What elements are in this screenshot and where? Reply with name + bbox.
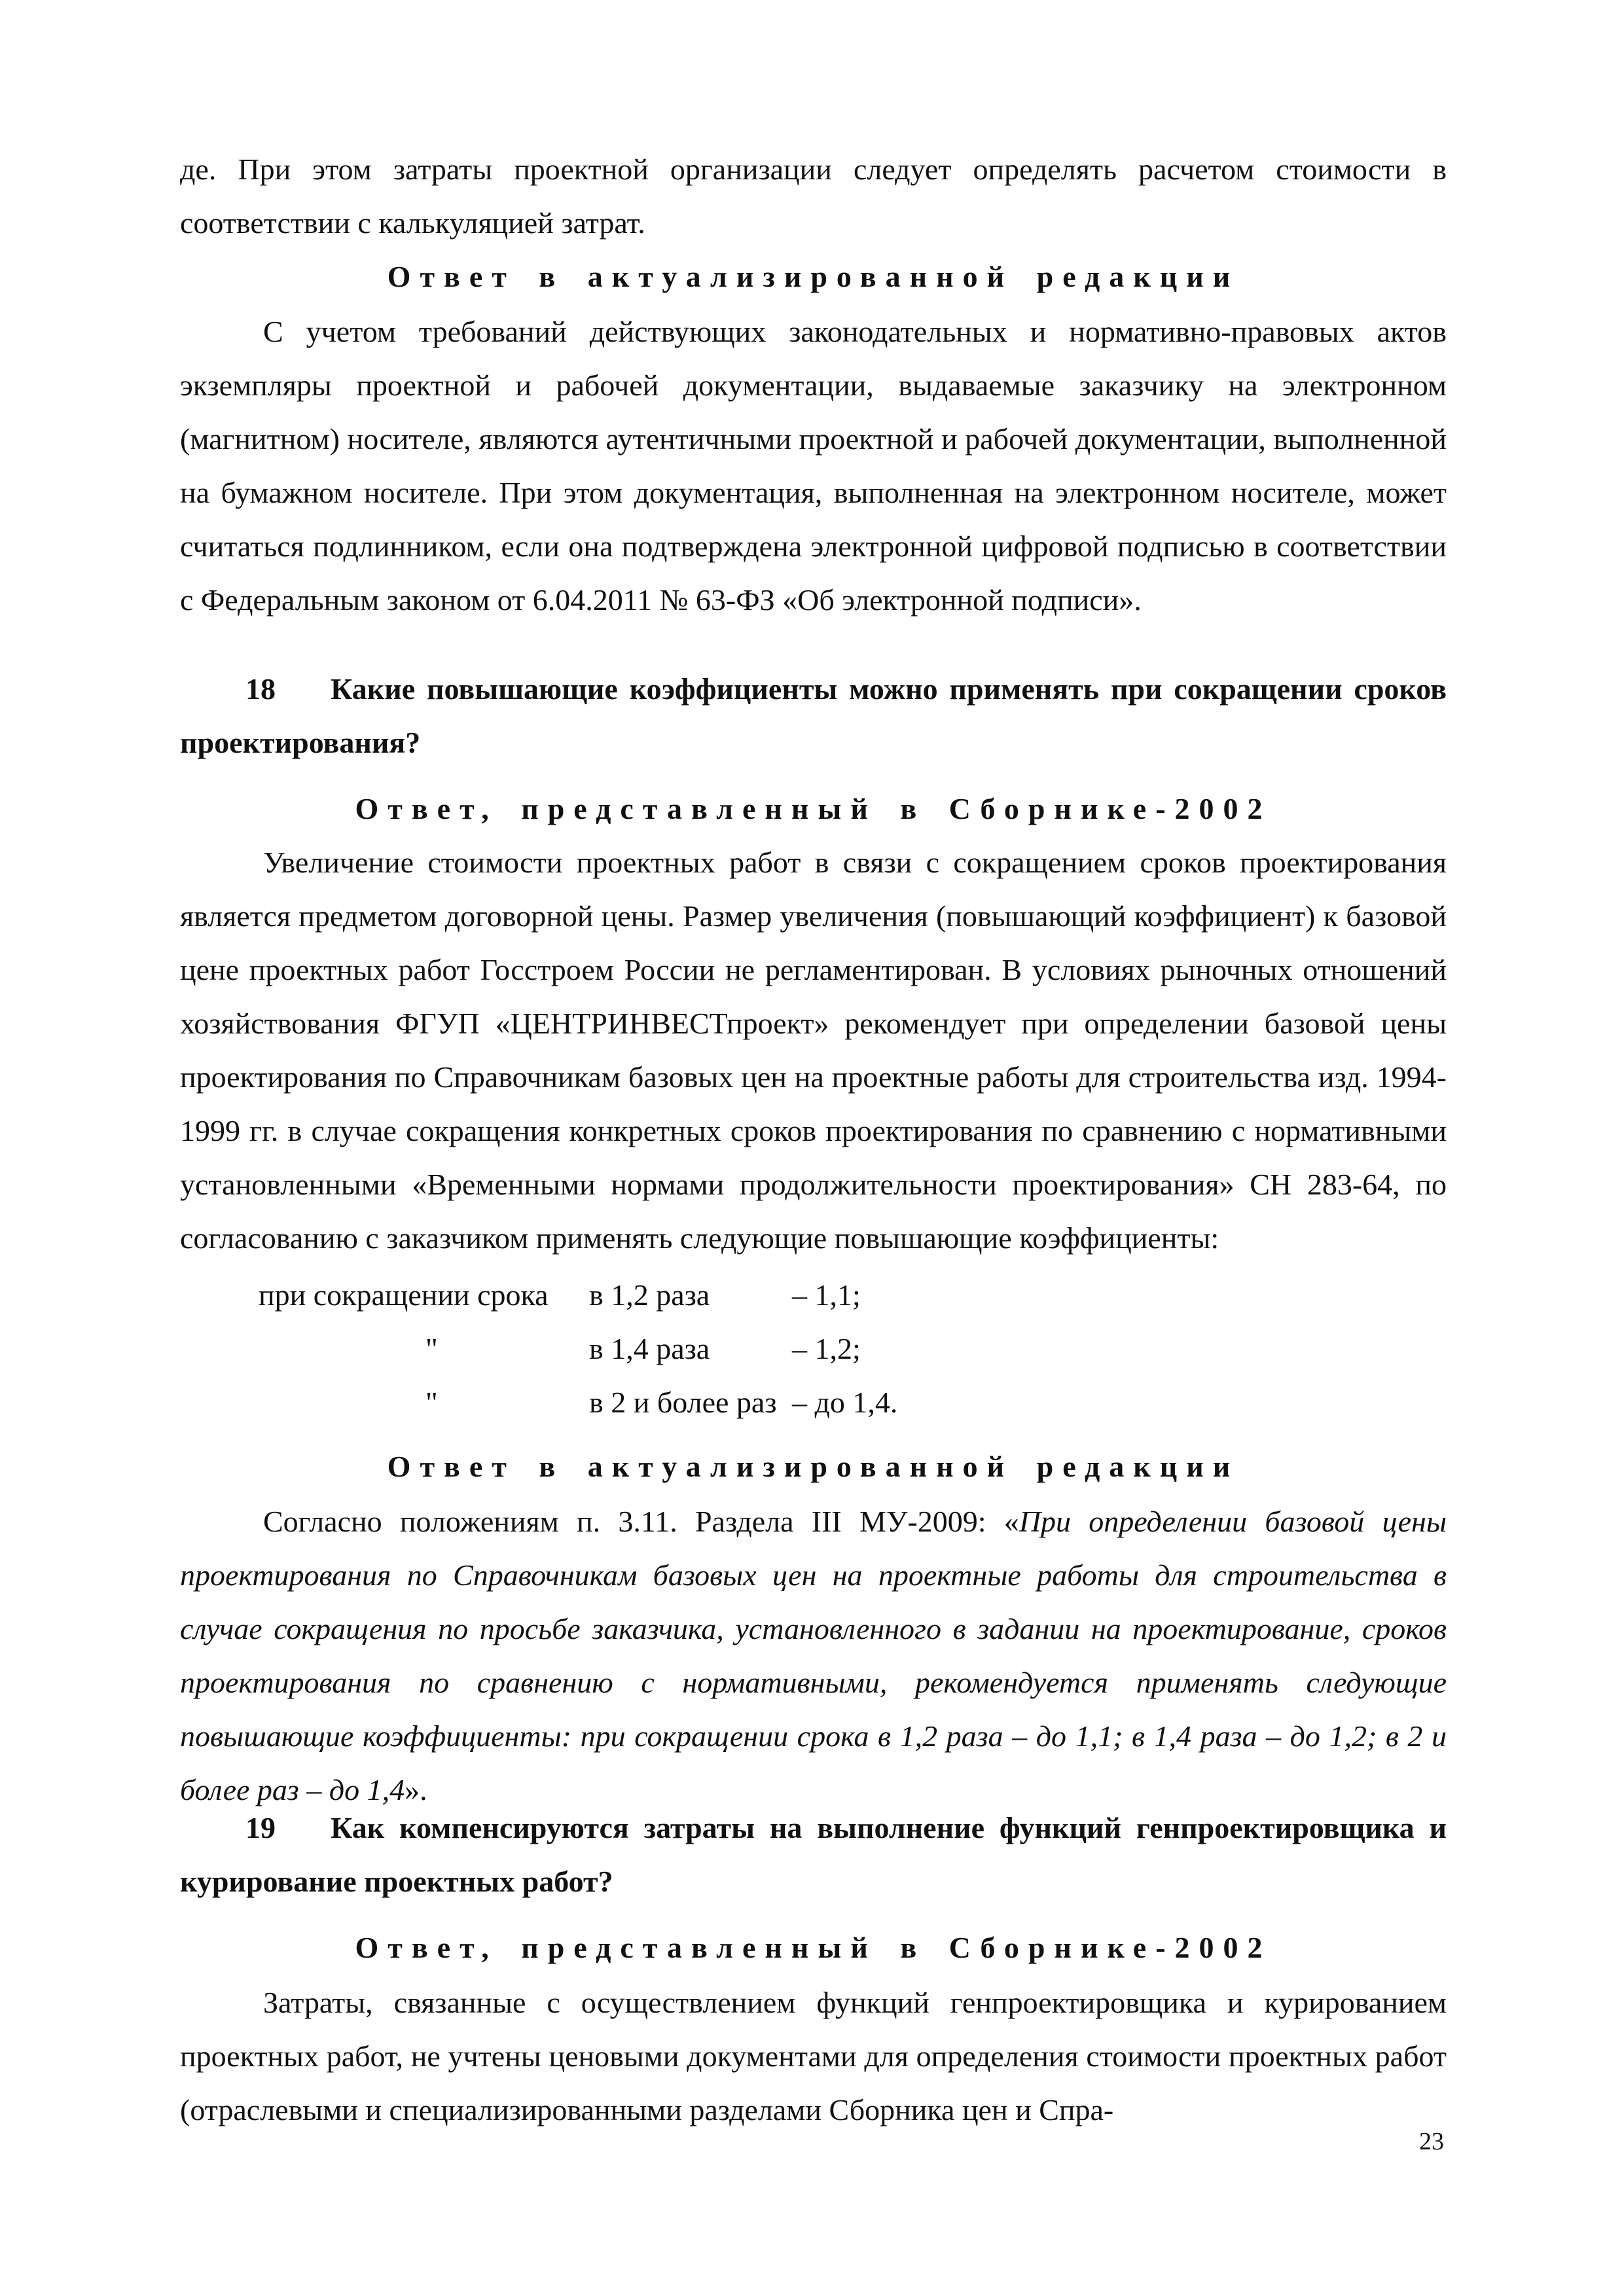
question-18-number: 18 — [245, 672, 276, 706]
answer-18-updated-text — [180, 1495, 1447, 1817]
coefficient-label: " — [425, 1332, 438, 1365]
coefficient-factor: в 1,2 раза — [589, 1278, 710, 1312]
coefficient-factor: в 2 и более раз — [589, 1386, 777, 1419]
section-heading-updated: Ответ в актуализированной редакции — [387, 260, 1240, 293]
answer-17-updated-text: С учетом требований действующих законодательных и нормативно-правовых актов экземпляры проектной и рабочей документации, выдаваемые заказчику на электронном (магнитном) носителе, являются аутентичными проектной и рабочей документации, выполненной на бумажном носителе. При этом документация, выполненная на электронном носителе, может считаться подлинником, если она подтверждена электронной цифровой подписью в соответствии с Федеральным законом от 6.04.2011 № 63-ФЗ «Об электронной подписи». — [180, 315, 1447, 617]
question-19 — [180, 1801, 1447, 1909]
coefficient-value: – 1,1; — [792, 1278, 861, 1312]
answer-19-2002-text: Затраты, связанные с осуществлением функций генпроектировщика и курированием проектных работ, не учтены ценовыми документами для определения стоимости проектных работ (отраслевыми и специализированными разделами Сборника цен и Спра- — [180, 1986, 1447, 2126]
page-number: 23 — [1419, 2128, 1444, 2155]
coefficient-label: при сокращении срока — [259, 1278, 549, 1312]
coefficient-value: – 1,2; — [792, 1332, 861, 1365]
answer-18-2002-text: Увеличение стоимости проектных работ в связи с сокращением сроков проектирования является предметом договорной цены. Размер увеличения (повышающий коэффициент) к базовой цене проектных работ Госстроем России не регламентирован. В условиях рыночных отношений хозяйствования ФГУП «ЦЕНТРИНВЕСТпроект» рекомендует при определении базовой цены проектирования по Справочникам базовых цен на проектные работы для строительства изд. 1994-1999 гг. в случае сокращения конкретных сроков проектирования по сравнению с нормативными установленными «Временными нормами продолжительности проектирования» СН 283-64, по согласованию с заказчиком применять следующие повышающие коэффициенты: — [180, 846, 1447, 1255]
answer-18-updated-lead: Согласно положениям п. 3.11. Раздела III МУ-2009: « — [263, 1505, 1019, 1538]
question-19-number: 19 — [245, 1811, 276, 1844]
coefficient-value: – до 1,4. — [792, 1386, 898, 1419]
section-heading-updated: Ответ в актуализированной редакции — [387, 1450, 1240, 1483]
coefficient-list — [180, 1268, 1447, 1429]
question-18-text: Какие повышающие коэффициенты можно применять при сокращении сроков проектирования? — [180, 672, 1447, 759]
question-19-text: Как компенсируются затраты на выполнение функций генпроектировщика и курирование проектных работ? — [180, 1811, 1447, 1898]
answer-18-updated-end: ». — [405, 1773, 427, 1806]
question-18 — [180, 662, 1447, 770]
coefficient-label: " — [425, 1386, 438, 1419]
section-heading-2002: Ответ, представленный в Сборнике-2002 — [355, 1931, 1272, 1964]
coefficient-factor: в 1,4 раза — [589, 1332, 710, 1365]
section-heading-2002: Ответ, представленный в Сборнике-2002 — [355, 792, 1272, 825]
answer-18-updated-quote: При определении базовой цены проектирования по Справочникам базовых цен на проектные работы для строительства в случае сокращения по просьбе заказчика, установленного в задании на проектирование, сроков проектирования по сравнению с нормативными, рекомендуется применять следующие повышающие коэффициенты: при сокращении срока в 1,2 раза – до 1,1; в 1,4 раза – до 1,2; в 2 и более раз – до 1,4 — [180, 1505, 1447, 1806]
intro-paragraph: де. При этом затраты проектной организации следует определять расчетом стоимости в соответствии с калькуляцией затрат. — [180, 152, 1447, 240]
